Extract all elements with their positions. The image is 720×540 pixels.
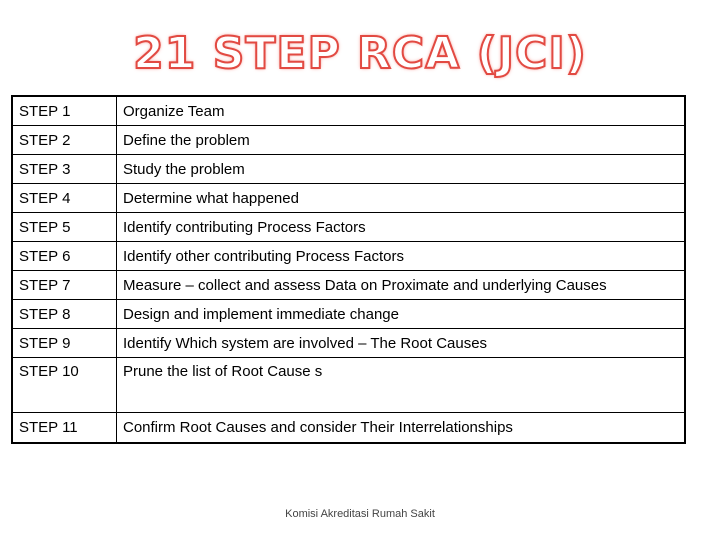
step-cell: STEP 1 [12,96,117,126]
description-cell: Study the problem [117,155,686,184]
description-cell: Define the problem [117,126,686,155]
footer-text: Komisi Akreditasi Rumah Sakit [285,508,435,520]
table-row [12,358,685,413]
step-cell: STEP 5 [12,213,117,242]
table-row [12,184,685,213]
step-cell: STEP 7 [12,271,117,300]
description-cell: Determine what happened [117,184,686,213]
table-row [12,126,685,155]
table-row [12,242,685,271]
step-cell: STEP 4 [12,184,117,213]
step-cell: STEP 10 [12,358,117,413]
description-cell: Confirm Root Causes and consider Their Interrelationships [117,413,686,444]
step-cell: STEP 11 [12,413,117,444]
step-cell: STEP 2 [12,126,117,155]
page-title: 21 STEP RCA (JCI) [133,28,587,79]
steps-table [11,95,686,444]
table-row [12,300,685,329]
description-cell: Identify other contributing Process Factors [117,242,686,271]
description-cell: Identify Which system are involved – The Root Causes [117,329,686,358]
description-cell: Identify contributing Process Factors [117,213,686,242]
table-row [12,271,685,300]
table-row [12,155,685,184]
table-row [12,213,685,242]
description-cell: Organize Team [117,96,686,126]
step-cell: STEP 6 [12,242,117,271]
description-cell: Design and implement immediate change [117,300,686,329]
description-cell: Measure – collect and assess Data on Proximate and underlying Causes [117,271,686,300]
step-cell: STEP 3 [12,155,117,184]
step-cell: STEP 9 [12,329,117,358]
description-cell: Prune the list of Root Cause s [117,358,686,413]
table-row [12,329,685,358]
table-row [12,96,685,126]
table-row [12,413,685,444]
step-cell: STEP 8 [12,300,117,329]
